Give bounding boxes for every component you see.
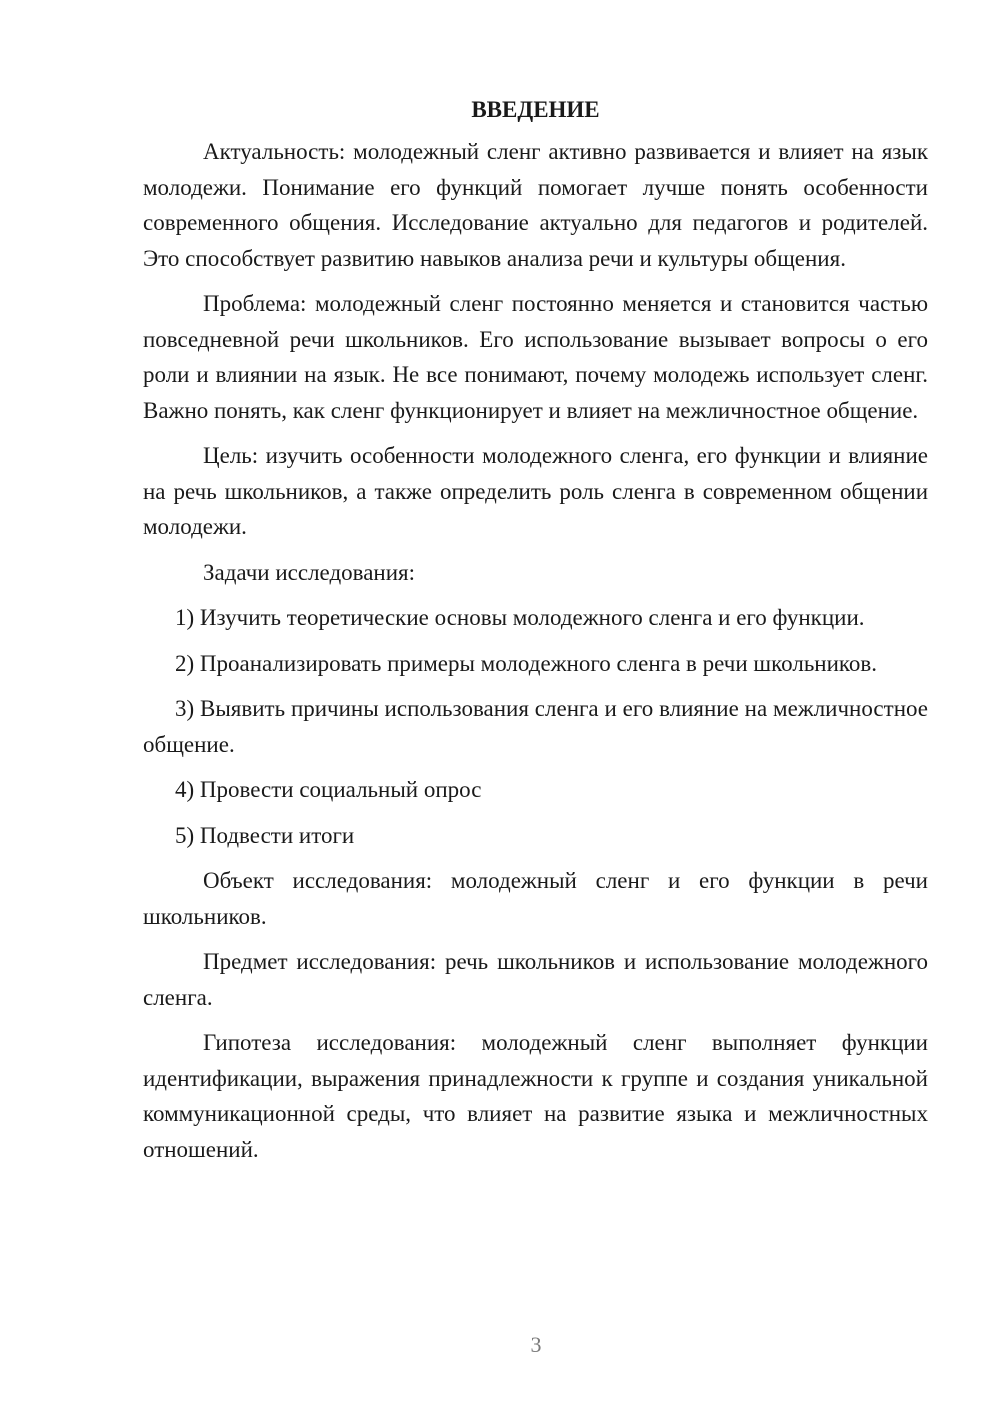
- task-item: 1) Изучить теоретические основы молодежного сленга и его функции.: [175, 605, 865, 630]
- paragraph-object: Объект исследования: молодежный сленг и его функции в речи школьников.: [143, 868, 928, 929]
- task-item: 4) Провести социальный опрос: [175, 777, 482, 802]
- paragraph-tasks-heading: Задачи исследования:: [203, 559, 416, 585]
- paragraph-hypothesis: Гипотеза исследования: молодежный сленг выполняет функции идентификации, выражения принадлежности к группе и создания уникальной коммуникационной среды, что влияет на развитие языка и межличностных отношений.: [143, 1030, 928, 1162]
- task-list: [143, 600, 928, 853]
- task-item: 3) Выявить причины использования сленга и его влияние на межличностное общение.: [143, 696, 928, 757]
- page-title: ВВЕДЕНИЕ: [471, 97, 600, 122]
- task-item: 5) Подвести итоги: [175, 822, 355, 848]
- page-number: 3: [530, 1332, 542, 1357]
- paragraph-subject: Предмет исследования: речь школьников и использование молодежного сленга.: [143, 949, 928, 1010]
- paragraph-relevance: Актуальность: молодежный сленг активно развивается и влияет на язык молодежи. Понимание его функций помогает лучше понять особенности современного общения. Исследование актуально для педагогов и родителей. Это способствует развитию навыков анализа речи и культуры общения.: [143, 139, 928, 271]
- paragraph-goal: Цель: изучить особенности молодежного сленга, его функции и влияние на речь школьников, а также определить роль сленга в современном общении молодежи.: [143, 443, 928, 539]
- page-content: [143, 92, 928, 1177]
- paragraph-problem: Проблема: молодежный сленг постоянно меняется и становится частью повседневной речи школьников. Его использование вызывает вопросы о его роли и влиянии на язык. Не все понимают, почему молодежь использует сленг. Важно понять, как сленг функционирует и влияет на межличностное общение.: [143, 291, 928, 423]
- task-item: 2) Проанализировать примеры молодежного сленга в речи школьников.: [175, 650, 878, 676]
